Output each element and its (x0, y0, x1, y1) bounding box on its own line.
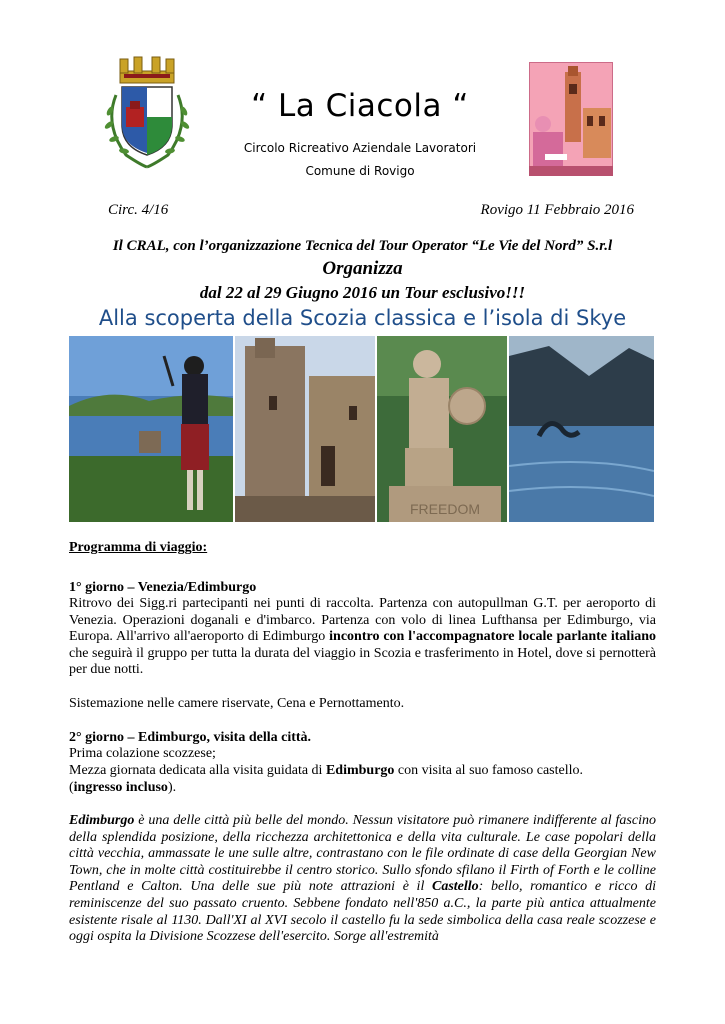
statue-photo (377, 336, 507, 522)
day2-title: 2° giorno – Edimburgo, visita della città. (69, 730, 312, 745)
day1-title: 1° giorno – Venezia/Edimburgo (69, 580, 257, 595)
organization-name: Circolo Ricreativo Aziendale Lavoratori (243, 141, 477, 155)
desc-edimburgo-bold: Edimburgo (69, 813, 135, 828)
scotland-photo-collage (69, 336, 654, 522)
circular-number: Circ. 4/16 (108, 202, 169, 218)
day2-tour-text-bold: Edimburgo (325, 763, 395, 778)
day2-breakfast: Prima colazione scozzese; (69, 746, 216, 761)
day2-ticket-close: ). (167, 780, 177, 795)
day1-text-a: Ritrovo dei Sigg.ri partecipanti nei punti di raccolta. Partenza con autopullman G.T. per aeroporto di Venezia. Operazioni doganali e d'imbarco. Partenza con volo di linea Lufthansa per Edimburgo, via Europa. All'arrivo all'aeroporto di Edimburgo (69, 596, 656, 645)
day1-text-c: che seguirà il gruppo per tutta la durata del viaggio in Scozia e trasferimento in Hotel, dove si pernotterà per due notti. (69, 645, 656, 678)
tour-dates: dal 22 al 29 Giugno 2016 un Tour esclusivo!!! (199, 283, 526, 302)
rovigo-coat-of-arms-logo (96, 55, 198, 173)
day2-ticket-note (69, 780, 656, 797)
castle-photo (235, 336, 375, 522)
day2-tour-text-c: con visita al suo famoso castello. (394, 763, 583, 778)
loch-ness-photo (509, 336, 654, 522)
tour-title: Alla scoperta della Scozia classica e l’isola di Skye (98, 306, 627, 330)
day2-edinburgh-description (69, 813, 656, 946)
day2-tour-text-a: Mezza giornata dedicata alla visita guidata di (69, 763, 326, 778)
newsletter-title: “ La Ciacola “ (251, 88, 469, 124)
piper-loch-photo (69, 336, 233, 522)
day1-paragraph (69, 596, 656, 679)
desc-text-d: : bello, romantico e ricco di reminiscenze del suo passato cruento. Sebbene fondato nell'850 a.C., la parte più antica attualmente esistente risale al 1130. Dall'XI al XVI secolo il castello fu la sede simbolica della casa reale scozzese e oggi ospita la Divisione Scozzese dell'esercito. Sorge all'estremità (69, 879, 656, 945)
day2-ticket-open: ( (69, 780, 74, 795)
place-and-date: Rovigo 11 Febbraio 2016 (480, 202, 634, 218)
desc-castello-bold: Castello (432, 879, 479, 895)
organizza-heading: Organizza (322, 258, 403, 279)
desc-text-b: è una delle città più belle del mondo. Nessun visitatore può rimanere indifferente al fascino della splendida posizione, della ricchezza architettonica e della vita culturale. Le case popolari della città vecchia, ammassate le une sulle altre, contrastano con le file ordinate di case della Georgian New Town, che in molte città costituirebbe il centro storico. Sullo sfondo sfilano il Firth of Forth e le colline Pentland e Calton. Una delle sue più note attrazioni è il (69, 813, 656, 895)
day2-ticket-bold: ingresso incluso (73, 780, 168, 795)
day2-tour (69, 763, 656, 780)
la-ciacola-poster-image (529, 62, 613, 176)
day1-text-bold: incontro con l'accompagnatore locale parlante italiano (329, 629, 656, 645)
day1-accommodation: Sistemazione nelle camere riservate, Cena e Pernottamento. (69, 696, 405, 711)
organization-location: Comune di Rovigo (305, 164, 415, 178)
statue-inscription-text: FREEDOM (410, 501, 480, 517)
intro-line: Il CRAL, con l’organizzazione Tecnica del Tour Operator “Le Vie del Nord” S.r.l (112, 238, 613, 254)
programma-heading: Programma di viaggio: (69, 540, 208, 555)
